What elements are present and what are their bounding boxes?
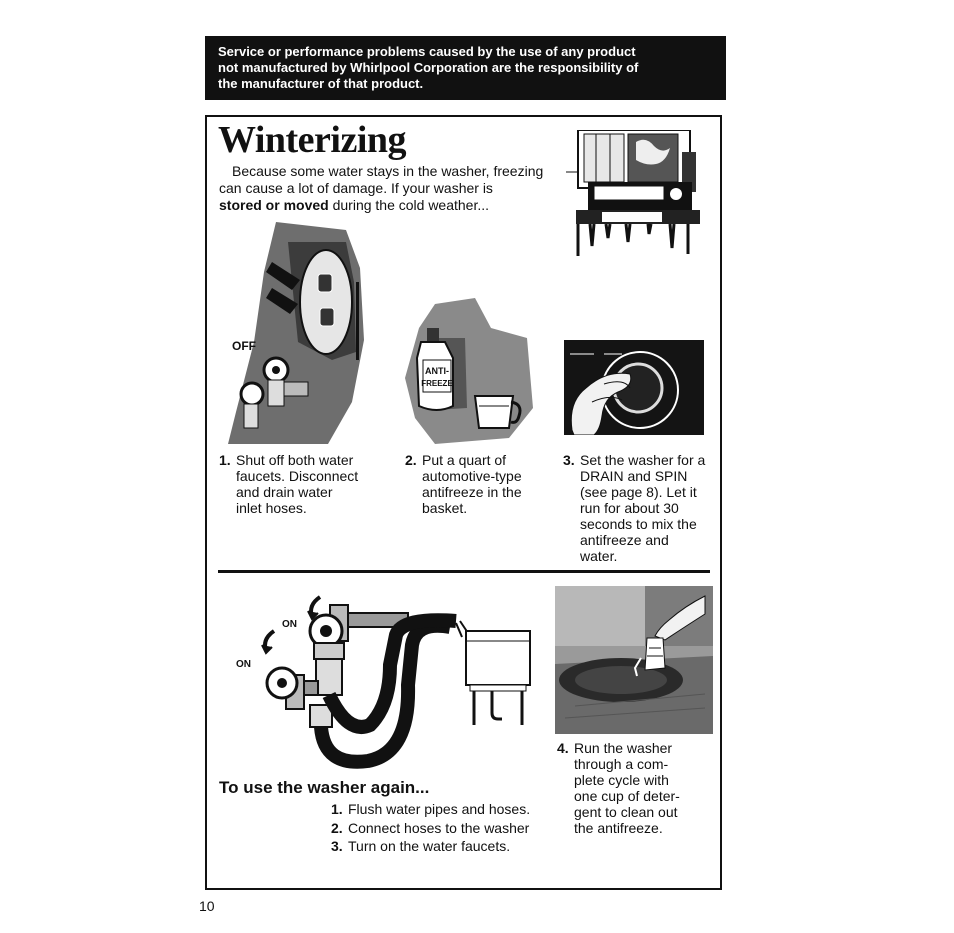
banner-line-1: Service or performance problems caused by the use of any product	[218, 44, 636, 59]
banner-line-3: the manufacturer of that product.	[218, 76, 424, 91]
detergent-pour-illustration	[555, 586, 713, 734]
step-3-line: water.	[580, 548, 618, 564]
step-3-line: seconds to mix the	[580, 516, 697, 532]
step-4	[557, 740, 680, 836]
step-3-line: Set the washer for a	[580, 452, 706, 468]
section-divider	[218, 570, 710, 573]
step-1-line: inlet hoses.	[236, 500, 307, 516]
step-2-line: automotive-type	[422, 468, 522, 484]
antifreeze-illustration	[405, 298, 533, 444]
banner-line-2: not manufactured by Whirlpool Corporation are the responsibility of	[218, 60, 639, 75]
dial-setting-illustration	[564, 340, 704, 435]
step-4-line: one cup of deter-	[574, 788, 680, 804]
step-3-line: (see page 8). Let it	[580, 484, 697, 500]
freeze-label: FREEZE	[421, 379, 453, 388]
faucets-off-illustration	[228, 222, 368, 444]
frozen-washer-illustration	[566, 130, 704, 258]
list-item	[331, 800, 530, 819]
intro-line-1: Because some water stays in the washer, freezing	[232, 163, 544, 179]
on-label-lower: ON	[236, 659, 251, 670]
list-item-number: 1.	[331, 801, 343, 817]
faucets-on-hoses-illustration	[230, 585, 535, 770]
step-4-line: gent to clean out	[574, 804, 678, 820]
step-1-line: and drain water	[236, 484, 333, 500]
list-item-text: Flush water pipes and hoses.	[348, 801, 531, 817]
anti-label: ANTI-	[425, 366, 449, 376]
intro-line-2: can cause a lot of damage. If your washer is	[219, 180, 493, 196]
step-2	[405, 452, 522, 516]
step-3-line: antifreeze and	[580, 532, 669, 548]
step-2-number: 2.	[405, 452, 417, 468]
step-4-line: plete cycle with	[574, 772, 669, 788]
step-2-line: basket.	[422, 500, 468, 516]
page-number: 10	[199, 898, 215, 914]
list-item	[331, 819, 530, 838]
step-1-number: 1.	[219, 452, 231, 468]
step-2-line: antifreeze in the	[422, 484, 522, 500]
step-3	[563, 452, 705, 564]
list-item-text: Connect hoses to the washer	[348, 819, 530, 836]
step-3-number: 3.	[563, 452, 575, 468]
list-item	[331, 837, 530, 856]
step-2-line: Put a quart of	[422, 452, 507, 468]
use-again-list	[331, 800, 530, 856]
list-item-number: 3.	[331, 838, 343, 854]
warning-banner	[205, 36, 726, 100]
step-3-line: DRAIN and SPIN	[580, 468, 688, 484]
step-1-line: Shut off both water	[236, 452, 354, 468]
off-label: OFF	[232, 339, 256, 353]
step-3-line: run for about 30	[580, 500, 679, 516]
step-4-number: 4.	[557, 740, 569, 756]
list-item-number: 2.	[331, 819, 343, 836]
step-4-line: the antifreeze.	[574, 820, 663, 836]
list-item-text: Turn on the water faucets.	[348, 838, 511, 854]
step-1-line: faucets. Disconnect	[236, 468, 359, 484]
on-label-upper: ON	[282, 619, 297, 630]
step-4-line: through a com-	[574, 756, 669, 772]
step-1	[219, 452, 358, 516]
use-again-heading: To use the washer again...	[219, 778, 430, 797]
intro-paragraph	[219, 163, 564, 214]
intro-emphasis: stored or moved	[219, 197, 329, 213]
page-title: Winterizing	[218, 119, 407, 161]
intro-line-3: during the cold weather...	[328, 197, 490, 213]
step-4-line: Run the washer	[574, 740, 673, 756]
